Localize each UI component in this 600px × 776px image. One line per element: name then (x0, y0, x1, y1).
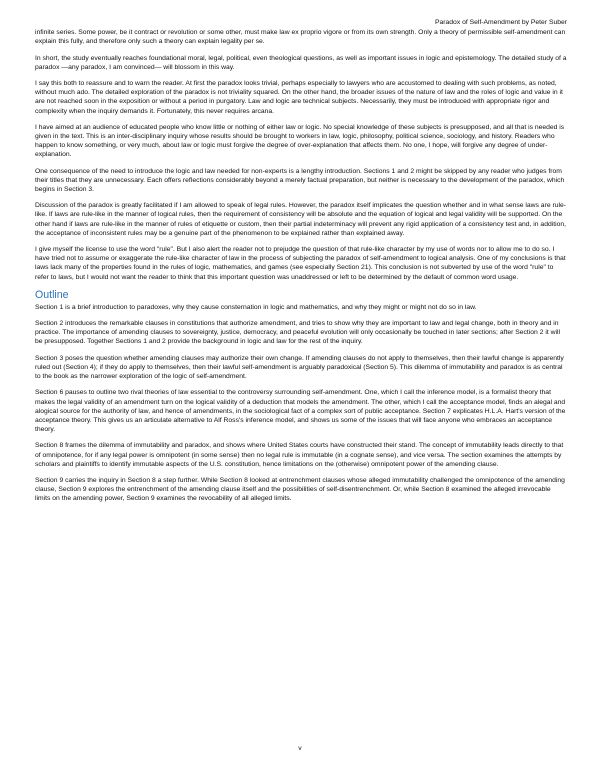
body-paragraph: In short, the study eventually reaches foundational moral, legal, political, even theological questions, as well as important issues in logic and epistemology. The detailed study of a paradox —any paradox, I am convinced— will blossom in this way. (35, 54, 567, 71)
body-paragraph: infinite series. Some power, be it contract or revolution or some other, must make law ex proprio vigore or from its own strength. Only a theory of permissible self-amendment can explain this fully, and therefore only such a theory can explain legality per se. (35, 29, 566, 46)
page-number: v (298, 745, 302, 752)
body-paragraph: I say this both to reassure and to warn the reader. At first the paradox looks trivial, perhaps especially to lawyers who are accustomed to dealing with such problems, as noted, without much ado. The detailed exploration of the paradox is not triviality squared. On the other hand, the broader issues of the nature of law and the roles of logic and value in it are not reached soon in the exposition or without a period in purgatory. Law and logic are technical subjects. Necessarily, they must be introduced with appropriate rigor and complexity when the inquiry demands it. Fortunately, this never requires arcana. (35, 80, 563, 115)
running-header: Paradox of Self-Amendment by Peter Suber (435, 19, 567, 26)
section-heading-outline: Outline (35, 288, 69, 301)
outline-paragraph: Section 9 carries the inquiry in Section 8 a step further. While Section 8 looked at entrenchment clauses whose alleged immutability challenged the omnipotence of the amending clause, Section 9 explores the entrenchment of the amending clause itself and the possibilities of self-disentrenchment. Or, while Section 8 examined the alleged irrevocable limits on the amending power, Section 9 examines the revocability of all alleged limits. (35, 476, 565, 503)
body-paragraph: I give myself the license to use the word "rule". But I also alert the reader not to prejudge the question of that rule-like character by my use of words nor to allow me to do so. I have tried not to assume or exaggerate the rule-like character of law in the process of subjecting the paradox of self-amendment to logical analysis. One of my conclusions is that laws lack many of the properties found in the rules of logic, mathematics, and games (see especially Section 21). This conclusion is not subverted by use of the word "rule" to refer to laws, but I would not want the reader to think that this important question was unaddressed or left to be determined by the default of common word usage. (35, 246, 566, 281)
outline-paragraph: Section 1 is a brief introduction to paradoxes, why they cause consternation in logic and mathematics, and why they might or might not do so in law. (35, 303, 477, 311)
outline-paragraph: Section 8 frames the dilemma of immutability and paradox, and shows where United States courts have constructed their stand. The concept of immutability leads directly to that of omnipotence, for if any legal power is omnipotent (in some sense) then no legal rule is immutable (in a cognate sense), and vice versa. The section examines the attempts by scholars and plaintiffs to identify immutable aspects of the U.S. constitution, hence limitations on the (otherwise) omnipotent power of the amending clause. (35, 442, 564, 468)
document-page (35, 18, 567, 511)
outline-paragraph: Section 2 introduces the remarkable clauses in constitutions that authorize amendment, and tries to show why they are important to law and legal change, both in theory and in practice. The importance of amending clauses to sovereignty, justice, democracy, and peaceful evolution will only occasionally be touched in later sections; after Section 2 it will be presupposed. Together Sections 1 and 2 provide the background in logic and law for the rest of the inquiry. (35, 320, 560, 346)
body-paragraph: One consequence of the need to introduce the logic and law needed for non-experts is a lengthy introduction. Sections 1 and 2 might be skipped by any reader who judges from their titles that they are unnecessary. Each offers reflections considerably beyond a merely factual preparation, but neither is necessary to the development of the paradox, which begins in Section 3. (35, 167, 565, 194)
outline-paragraph: Section 3 poses the question whether amending clauses may authorize their own change. If amending clauses do not apply to themselves, then their lawful change is apparently ruled out (Section 4); if they do apply to themselves, then their lawful self-amendment is arguably paradoxical (Section 5). This dilemma of immutability and paradox is as central to the book as the narrower exploration of the logic of self-amendment. (35, 354, 564, 381)
outline-paragraph: Section 6 pauses to outline two rival theories of law essential to the controversy surrounding self-amendment. One, which I call the inference model, is a formalist theory that makes the legal validity of an amendment turn on the logical validity of a deduction that models the amendment. The other, which I call the acceptance model, finds an alegal and alogical source for the authority of law, and hence of amendments, in the sociological fact of a complex sort of public acceptance. Section 7 explicates H.L.A. Hart's version of the acceptance theory. This gives us an articulate alternative to Alf Ross's inference model, and shows us some of the issues that will face anyone who embraces an acceptance theory. (35, 389, 566, 434)
body-paragraph: I have aimed at an audience of educated people who know little or nothing of either law or logic. No special knowledge of these subjects is presupposed, and all that is needed is given in the text. This is an inter-disciplinary inquiry whose results should be brought to workers in law, logic, philosophy, political science, sociology, and history. Readers who happen to know something, or very much, about law or logic must forgive the degree of over-explanation that affects them. No one, I hope, will forgive any degree of under-explanation. (35, 123, 565, 159)
body-paragraph: Discussion of the paradox is greatly facilitated if I am allowed to speak of legal rules. However, the paradox itself implicates the question whether and in what sense laws are rule-like. If laws are rule-like in the manner of logical rules, then the requirement of consistency will be absolute and the equation of logical and legal validity will be supported. On the other hand if laws are rule-like in the manner of rules of etiquette or custom, then their partial indeterminacy will prevent any rigid application of a consistency test and, in addition, the acceptance of inconsistent rules may be a genuine part of the phenomenon to be explained rather than explained away. (35, 202, 567, 237)
